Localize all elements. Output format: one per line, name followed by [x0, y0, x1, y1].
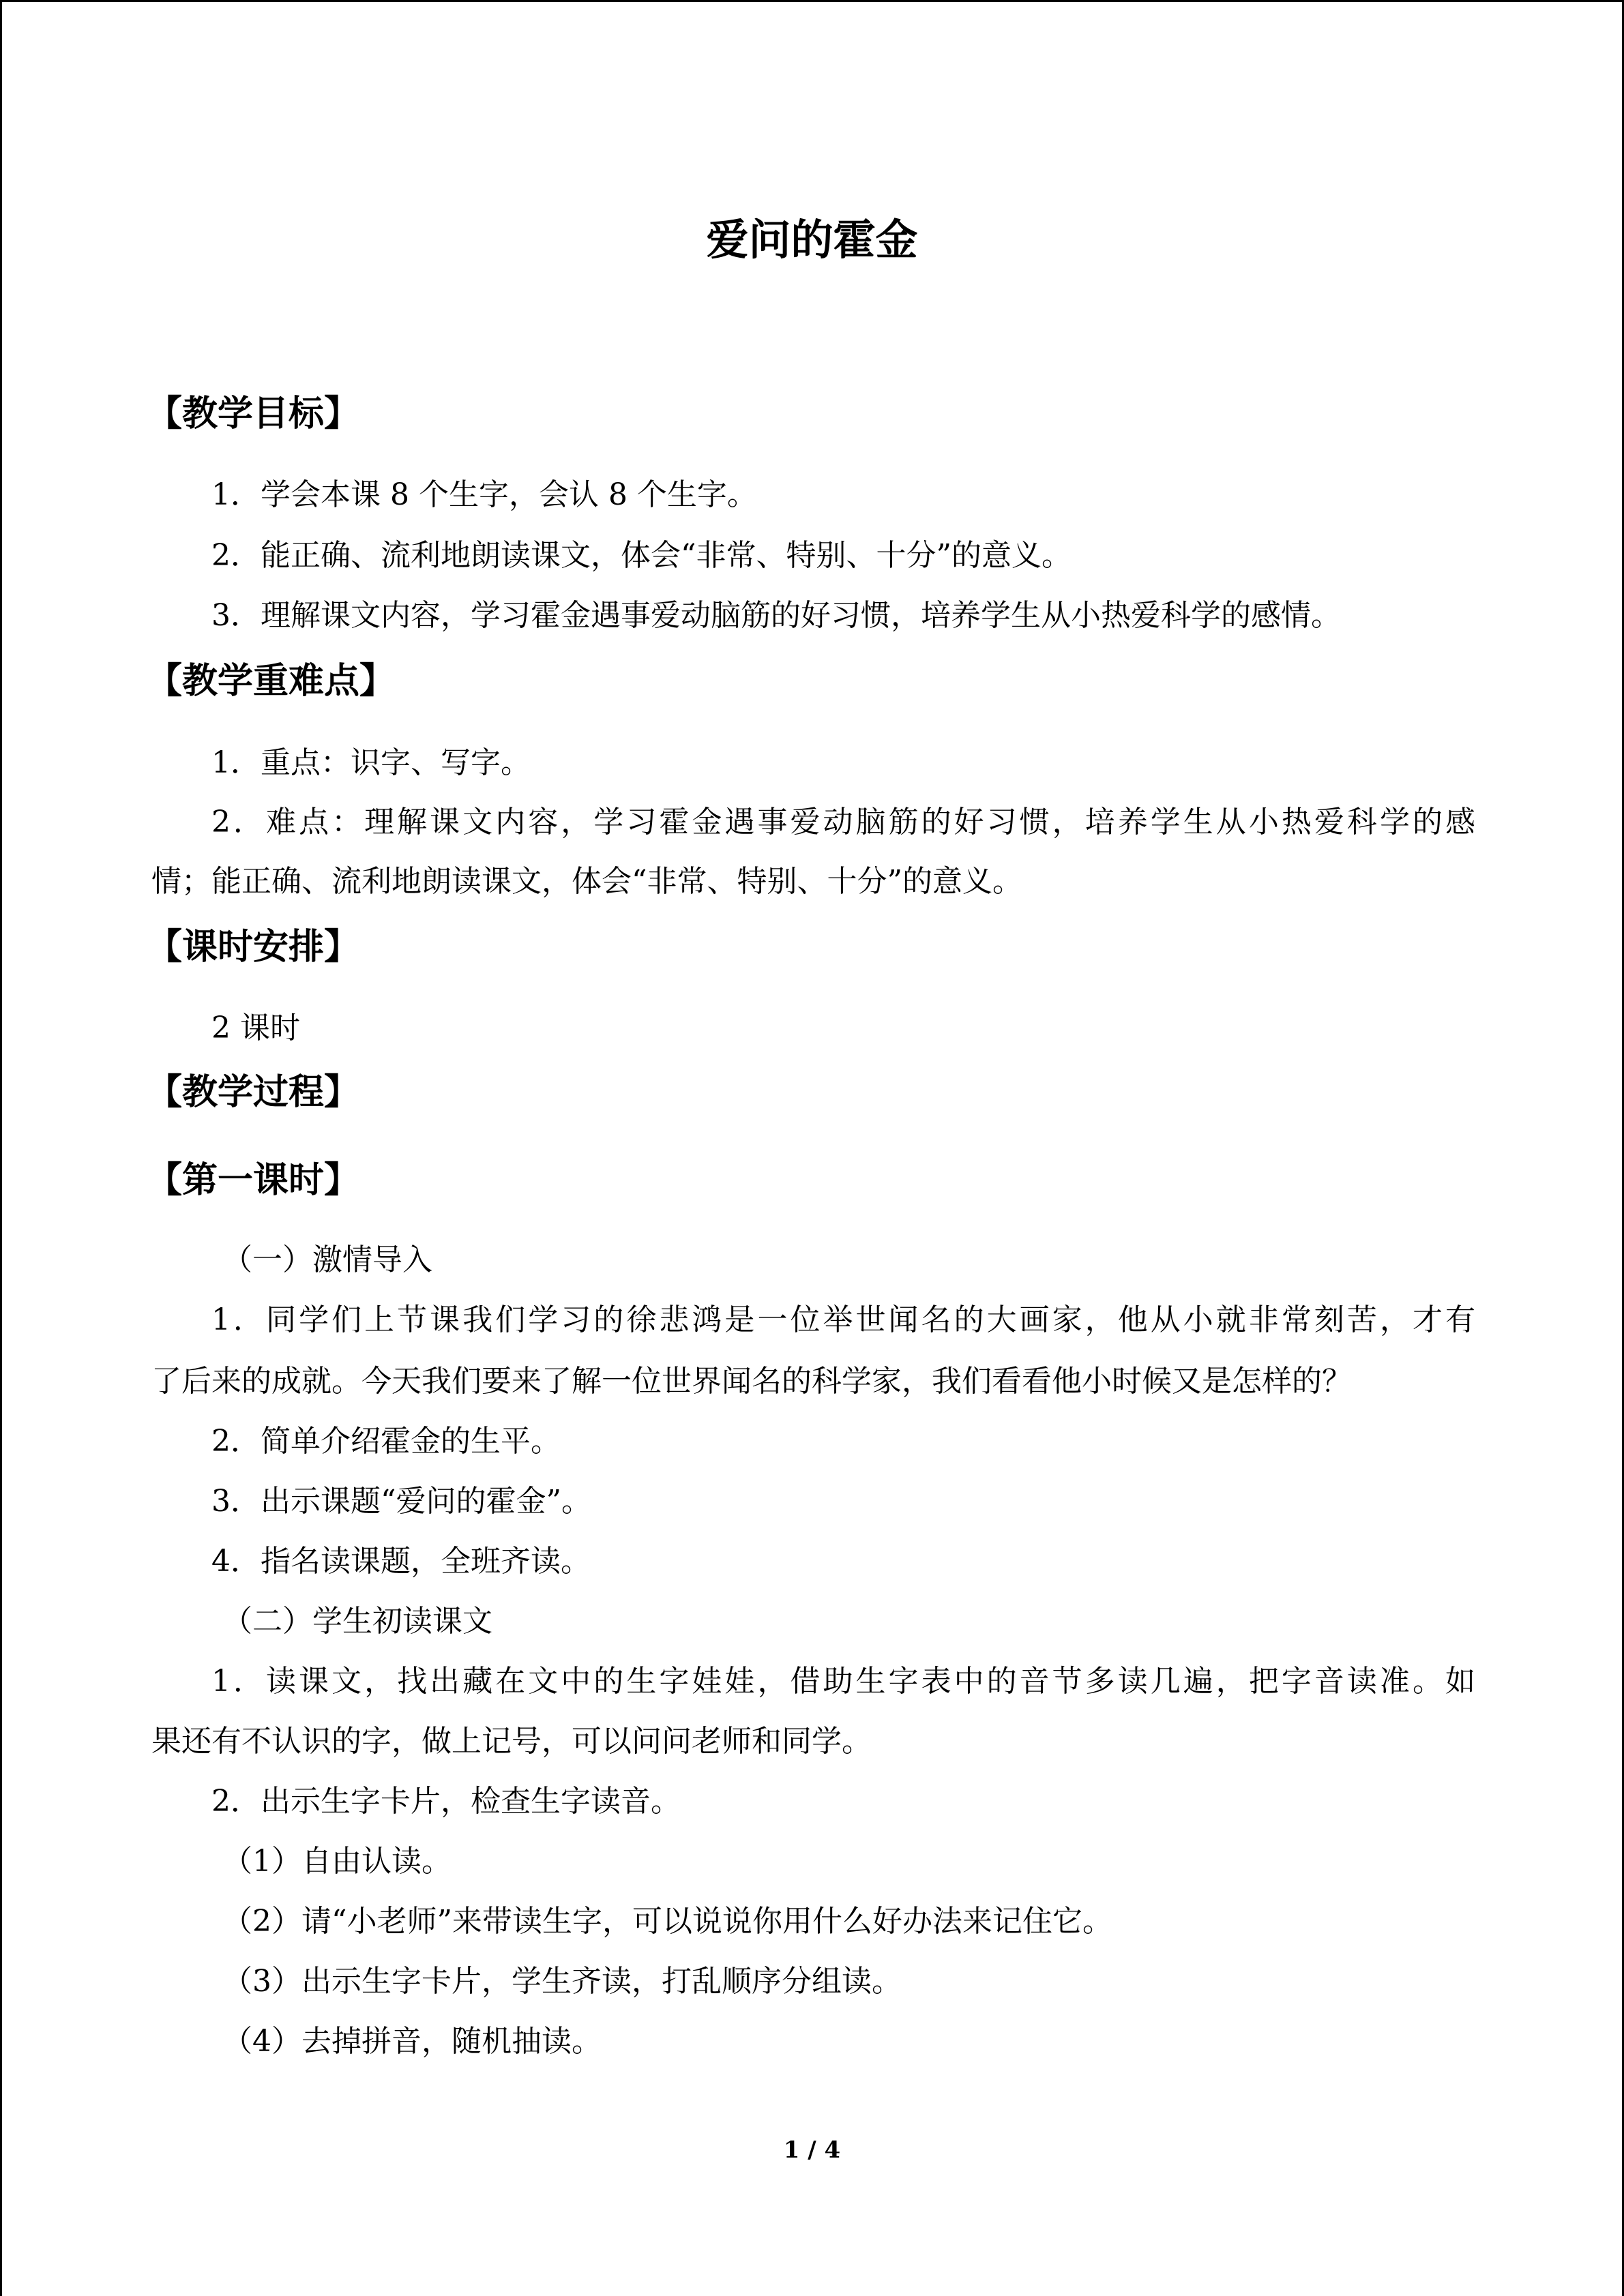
part-2-sub-2: （2）请“小老师”来带读生字，可以说说你用什么好办法来记住它。 [222, 1904, 1112, 1939]
heading-key-points: 【教学重难点】 [147, 661, 396, 702]
objective-item-2: 2．能正确、流利地朗读课文，体会“非常、特别、十分”的意义。 [211, 538, 1072, 573]
heading-lesson-1: 【第一课时】 [147, 1160, 360, 1201]
document-title: 爱问的霍金 [706, 215, 918, 265]
objective-item-3: 3．理解课文内容，学习霍金遇事爱动脑筋的好习惯，培养学生从小热爱科学的感情。 [211, 598, 1341, 633]
key-point-item-2-line-2: 情；能正确、流利地朗读课文，体会“非常、特别、十分”的意义。 [151, 864, 1022, 899]
key-point-item-2-line-1 [211, 802, 1475, 843]
page-border-left [0, 0, 2, 2296]
page-border-top [0, 0, 1624, 2]
part-2-title: （二）学生初读课文 [222, 1604, 492, 1639]
part-1-item-4: 4．指名读课题，全班齐读。 [211, 1544, 591, 1579]
heading-schedule: 【课时安排】 [147, 927, 360, 968]
part-2-item-2: 2．出示生字卡片，检查生字读音。 [211, 1784, 681, 1819]
part-2-sub-4: （4）去掉拼音，随机抽读。 [222, 2024, 602, 2059]
part-2-item-1-line-2: 果还有不认识的字，做上记号，可以问问老师和同学。 [151, 1724, 872, 1759]
key-point-item-1: 1．重点：识字、写字。 [211, 745, 531, 780]
part-1-item-1-line-1 [211, 1300, 1475, 1341]
schedule-text: 2 课时 [211, 1011, 300, 1045]
objective-item-1: 1．学会本课 8 个生字，会认 8 个生字。 [211, 477, 757, 512]
part-2-sub-1: （1）自由认读。 [222, 1844, 452, 1879]
part-1-title: （一）激情导入 [222, 1242, 432, 1277]
part-1-item-1-line-2: 了后来的成就。今天我们要来了解一位世界闻名的科学家，我们看看他小时候又是怎样的？ [151, 1364, 1352, 1399]
part-1-item-1-line-1-text: 1．同学们上节课我们学习的徐悲鸿是一位举世闻名的大画家，他从小就非常刻苦，才有 [211, 1302, 1475, 1337]
page-number: 1 / 4 [783, 2136, 841, 2164]
part-1-item-2: 2．简单介绍霍金的生平。 [211, 1424, 561, 1459]
part-2-item-1-line-1-text: 1．读课文，找出藏在文中的生字娃娃，借助生字表中的音节多读几遍，把字音读准。如 [211, 1664, 1475, 1699]
part-2-sub-3: （3）出示生字卡片，学生齐读，打乱顺序分组读。 [222, 1964, 902, 1999]
heading-objectives: 【教学目标】 [147, 393, 360, 434]
heading-process: 【教学过程】 [147, 1072, 360, 1113]
key-point-item-2-line-1-text: 2．难点：理解课文内容，学习霍金遇事爱动脑筋的好习惯，培养学生从小热爱科学的感 [211, 805, 1475, 839]
part-1-item-3: 3．出示课题“爱问的霍金”。 [211, 1484, 591, 1519]
part-2-item-1-line-1 [211, 1661, 1475, 1702]
